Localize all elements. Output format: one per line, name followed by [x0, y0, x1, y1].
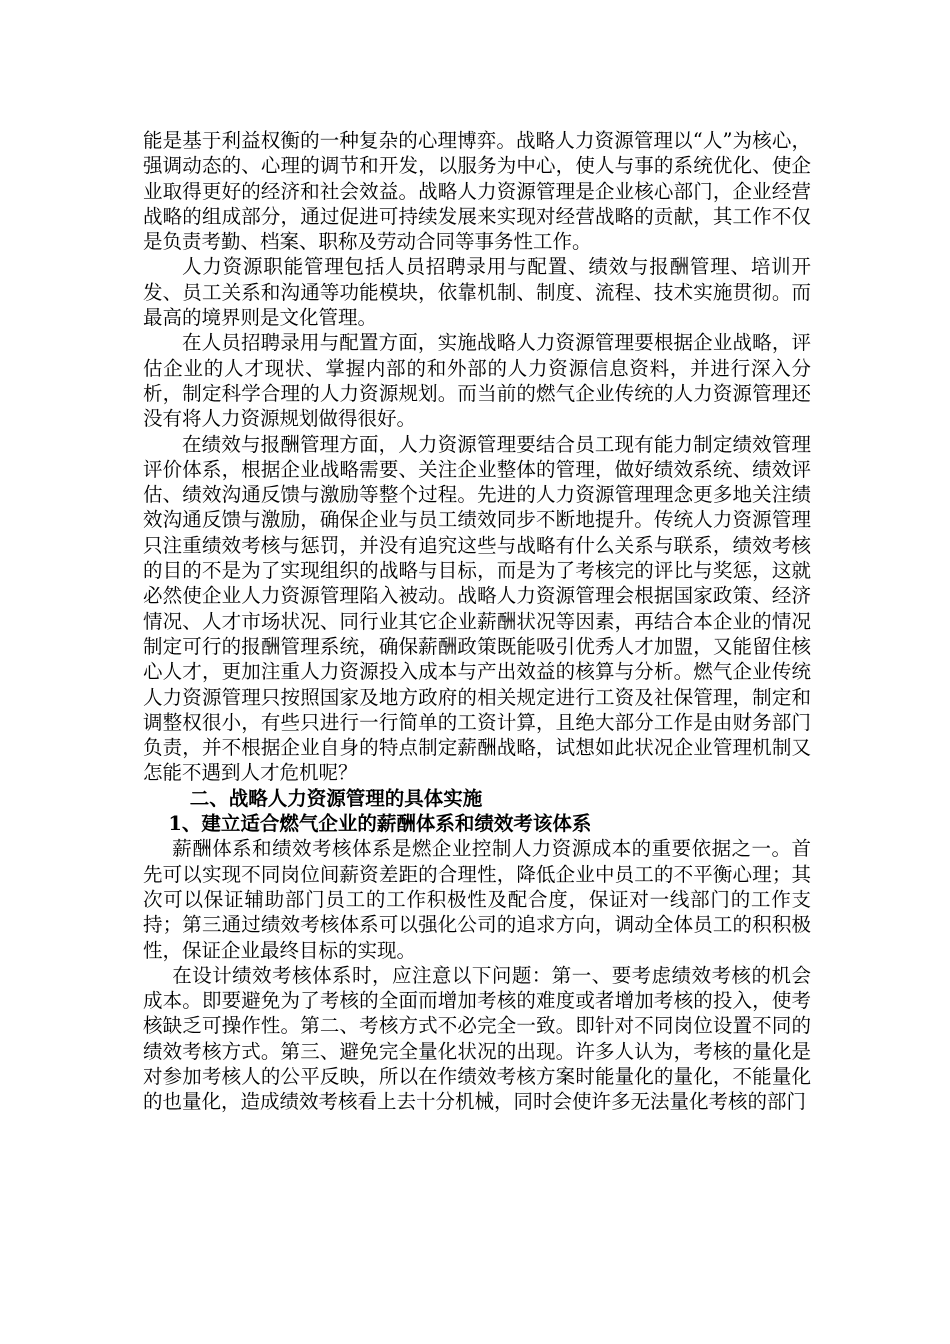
paragraph-design-issues: 在设计绩效考核体系时，应注意以下问题：第一、要考虑绩效考核的机会成本。即要避免为了考核的全面而增加考核的难度或者增加考核的投入，使考核缺乏可操作性。第二、考核方式不必完全一致。即针对不同岗位设置不同的绩效考核方式。第三、避免完全量化状况的出现。许多人认为，考核的量化是对参加考核人的公平反映，所以在作绩效考核方案时能量化的量化，不能量化的也量化，造成绩效考核看上去十分机械，同时会使许多无法量化考核的部门 — [143, 963, 811, 1114]
paragraph-salary-system: 薪酬体系和绩效考核体系是燃企业控制人力资源成本的重要依据之一。首先可以实现不同岗位间薪资差距的合理性，降低企业中员工的不平衡心理；其次可以保证辅助部门员工的工作积极性及配合度，保证对一线部门的工作支持；第三通过绩效考核体系可以强化公司的追求方向，调动全体员工的积积极性，保证企业最终目标的实现。 — [143, 837, 811, 962]
section-heading: 二、战略人力资源管理的具体实施 — [189, 786, 483, 810]
paragraph-functions: 人力资源职能管理包括人员招聘录用与配置、绩效与报酬管理、培训开发、员工关系和沟通等功能模块，依靠机制、制度、流程、技术实施贯彻。而最高的境界则是文化管理。 — [143, 255, 811, 330]
document-page — [143, 128, 811, 1115]
paragraph-intro: 能是基于利益权衡的一种复杂的心理博弈。战略人力资源管理以“人”为核心，强调动态的、心理的调节和开发，以服务为中心，使人与事的系统优化、使企业取得更好的经济和社会效益。战略人力资源管理是企业核心部门，企业经营战略的组成部分，通过促进可持续发展来实现对经营战略的贡献，其工作不仅是负责考勤、档案、职称及劳动合同等事务性工作。 — [143, 129, 811, 254]
paragraph-recruitment: 在人员招聘录用与配置方面，实施战略人力资源管理要根据企业战略，评估企业的人才现状、掌握内部的和外部的人力资源信息资料，并进行深入分析，制定科学合理的人力资源规划。而当前的燃气企业传统的人力资源管理还没有将人力资源规划做得很好。 — [143, 331, 811, 431]
subsection-heading: 1、建立适合燃气企业的薪酬体系和绩效考该体系 — [168, 812, 592, 836]
paragraph-performance: 在绩效与报酬管理方面，人力资源管理要结合员工现有能力制定绩效管理评价体系，根据企业战略需要、关注企业整体的管理，做好绩效系统、绩效评估、绩效沟通反馈与激励等整个过程。先进的人力资源管理理念更多地关注绩效沟通反馈与激励，确保企业与员工绩效同步不断地提升。传统人力资源管理只注重绩效考核与惩罚，并没有追究这些与战略有什么关系与联系，绩效考核的目的不是为了实现组织的战略与目标，而是为了考核完的评比与奖惩，这就必然使企业人力资源管理陷入被动。战略人力资源管理会根据国家政策、经济情况、人才市场状况、同行业其它企业薪酬状况等因素，再结合本企业的情况制定可行的报酬管理系统，确保薪酬政策既能吸引优秀人才加盟，又能留住核心人才，更加注重人力资源投入成本与产出效益的核算与分析。燃气企业传统人力资源管理只按照国家及地方政府的相关规定进行工资及社保管理，制定和调整权很小，有些只进行一行简单的工资计算，且绝大部分工作是由财务部门负责，并不根据企业自身的特点制定薪酬战略，试想如此状况企业管理机制又怎能不遇到人才危机呢？ — [143, 432, 811, 785]
